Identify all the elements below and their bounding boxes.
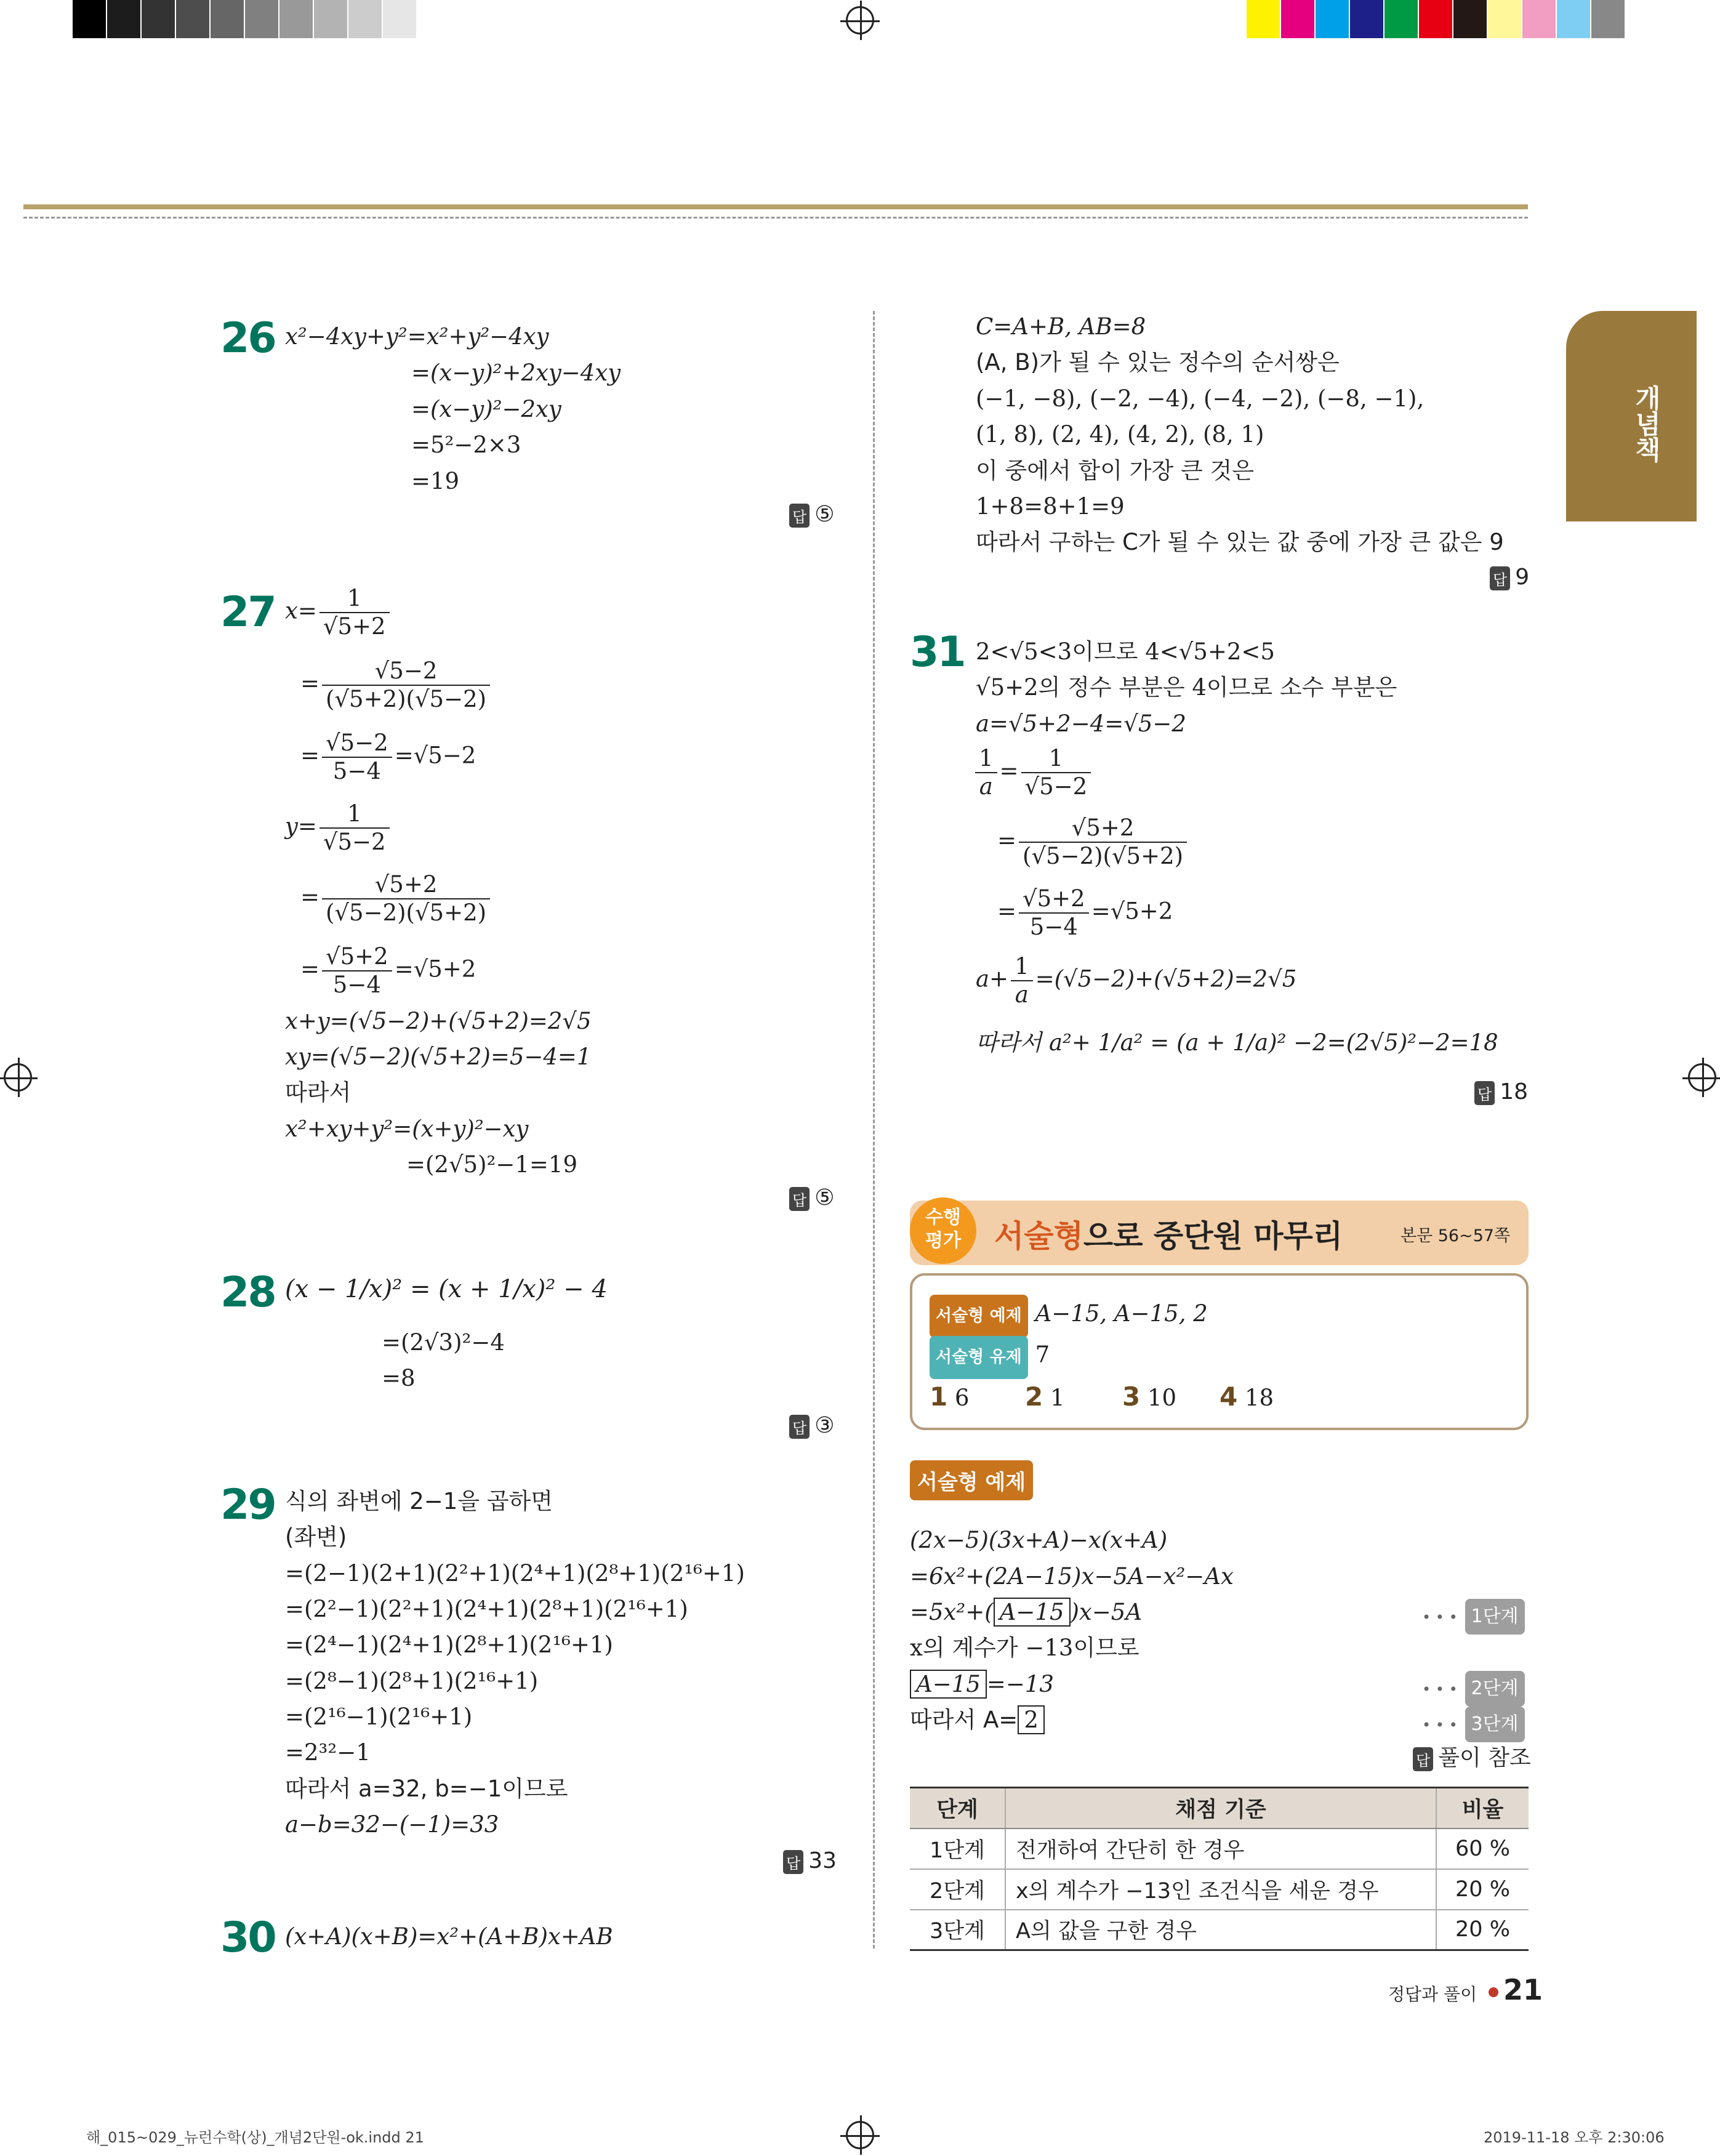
p26-answer (789, 502, 834, 528)
example-line: x의 계수가 −13이므로 (910, 1635, 1139, 1661)
table-header: 비율 (1436, 1788, 1529, 1828)
p30-line: (x+A)(x+B)=x²+(A+B)x+AB (285, 1923, 613, 1950)
color-swatch (1419, 0, 1453, 38)
example-line: =5x²+( A−15 )x−5A (910, 1599, 1143, 1625)
color-swatch (211, 0, 245, 38)
p30-line: (1, 8), (2, 4), (4, 2), (8, 1) (976, 421, 1264, 448)
side-tab (1566, 311, 1697, 521)
color-swatch (279, 0, 314, 38)
problem-27-number: 27 (220, 588, 275, 637)
color-swatch (176, 0, 211, 38)
answer-icon: 답 (1413, 1747, 1433, 1771)
p29-answer (783, 1848, 837, 1874)
p27-line: =(2√5)²−1=19 (406, 1151, 577, 1178)
answer-example-row: 서술형 예제 A−15, A−15, 2 (930, 1295, 1208, 1338)
example-answer (1413, 1740, 1531, 1772)
p29-line: =2³²−1 (285, 1739, 371, 1766)
p29-line: =(2²−1)(2²+1)(2⁴+1)(2⁸+1)(2¹⁶+1) (285, 1596, 688, 1622)
p26-line: =(x−y)²+2xy−4xy (411, 360, 621, 386)
table-header: 단계 (910, 1788, 1005, 1828)
color-swatch (73, 0, 107, 38)
color-swatch (314, 0, 348, 38)
answer-icon: 답 (1474, 1081, 1495, 1105)
answer-value: ⑤ (814, 502, 835, 527)
registration-mark-icon (846, 2121, 874, 2149)
p27-line: 따라서 (285, 1079, 352, 1106)
answer-items-row: 1 6 2 1 3 10 4 18 (930, 1382, 1274, 1412)
section-badge: 수행 평가 (910, 1197, 976, 1264)
p31-line: a=√5+2−4=√5−2 (976, 710, 1186, 737)
answer-icon: 답 (783, 1850, 803, 1874)
color-calibration-bar-right (1247, 0, 1626, 38)
p29-line: =(2¹⁶−1)(2¹⁶+1) (285, 1703, 473, 1730)
p27-line: xy=(√5−2)(√5+2)=5−4=1 (285, 1044, 592, 1070)
p31-step: = $\frac{√5+2}{(√5-2)(√5+2)}$ (997, 815, 1189, 870)
p27-step: = $\frac{√5+2}{(√5-2)(√5+2)}$ (300, 871, 492, 927)
registration-mark-icon (4, 1063, 32, 1092)
p30-line: 1+8=8+1=9 (976, 493, 1125, 520)
p30-line: (A, B)가 될 수 있는 정수의 순서쌍은 (976, 349, 1340, 376)
table-row: 1단계 전개하여 간단히 한 경우 60 % (910, 1828, 1529, 1869)
color-swatch (1247, 0, 1281, 38)
p29-line: =(2⁸−1)(2⁸+1)(2¹⁶+1) (285, 1668, 539, 1694)
section-page-ref: 본문 56~57쪽 (1401, 1226, 1511, 1245)
answer-value: ⑤ (814, 1185, 835, 1210)
p27-step: = $\frac{√5-2}{5-4}$ =√5−2 (300, 730, 476, 784)
problem-26-number: 26 (220, 314, 275, 363)
p29-line: =(2⁴−1)(2⁴+1)(2⁸+1)(2¹⁶+1) (285, 1631, 613, 1658)
footer-date: 2019-11-18 오후 2:30:06 (1484, 2129, 1665, 2146)
color-swatch (245, 0, 279, 38)
step-marker: • • • 1단계 (1422, 1597, 1525, 1635)
p26-line: =(x−y)²−2xy (411, 396, 561, 422)
registration-mark-icon (846, 6, 874, 34)
color-swatch (1384, 0, 1419, 38)
p30-line: (−1, −8), (−2, −4), (−4, −2), (−8, −1), (976, 385, 1425, 412)
p31-answer (1474, 1079, 1528, 1105)
example-line: 따라서 A= 2 (910, 1702, 1045, 1738)
example-line: (2x−5)(3x+A)−x(x+A) (910, 1527, 1168, 1553)
color-swatch (383, 0, 417, 38)
p27-step: = $\frac{√5+2}{5-4}$ =√5+2 (300, 943, 476, 998)
header-rule (23, 204, 1528, 209)
color-swatch (1316, 0, 1350, 38)
answer-value: 33 (808, 1848, 837, 1873)
p27-x-def: x= $\frac{1}{√5+2}$ (285, 585, 392, 640)
color-swatch (1350, 0, 1384, 38)
p28-line: (x − 1/x)² = (x + 1/x)² − 4 (285, 1275, 608, 1303)
page-number: 21 (1503, 1973, 1543, 2006)
table-header: 채점 기준 (1005, 1788, 1436, 1828)
color-swatch (142, 0, 176, 38)
p31-line: √5+2의 정수 부분은 4이므로 소수 부분은 (976, 674, 1397, 701)
answer-value: 18 (1500, 1079, 1528, 1104)
color-swatch (1488, 0, 1522, 38)
color-swatch (1281, 0, 1316, 38)
example-line: A−15 =−13 (910, 1667, 1054, 1702)
answer-value: ③ (814, 1413, 835, 1438)
header-dash-rule (23, 217, 1528, 219)
side-tab-label: 개념책 (1631, 385, 1662, 462)
problem-28-number: 28 (220, 1268, 275, 1317)
answer-icon: 답 (789, 1187, 810, 1211)
answer-icon: 답 (789, 504, 810, 528)
p26-line: =5²−2×3 (411, 432, 521, 458)
footer-file: 해_015~029_뉴런수학(상)_개념2단원-ok.indd 21 (86, 2129, 424, 2146)
p31-recip: $\frac{1}{a}$ = $\frac{1}{√5-2}$ (973, 745, 1093, 800)
p26-line: x²−4xy+y²=x²+y²−4xy (285, 323, 549, 350)
color-swatch (1522, 0, 1557, 38)
color-swatch (1453, 0, 1488, 38)
p27-line: x²+xy+y²=(x+y)²−xy (285, 1116, 529, 1142)
step-marker: • • • 3단계 (1422, 1705, 1525, 1743)
step-marker: • • • 2단계 (1422, 1669, 1525, 1707)
example-tag: 서술형 예제 (910, 1460, 1033, 1500)
p31-sum: a+ $\frac{1}{a}$ =(√5−2)+(√5+2)=2√5 (976, 953, 1297, 1008)
p30-line: 이 중에서 합이 가장 큰 것은 (976, 457, 1254, 484)
p30-answer (1490, 565, 1529, 590)
bullet-icon (1489, 1987, 1498, 1997)
p27-y-def: y= $\frac{1}{√5-2}$ (285, 800, 392, 856)
p28-answer (789, 1413, 834, 1439)
p27-line: x+y=(√5−2)+(√5+2)=2√5 (285, 1008, 592, 1034)
p30-line: C=A+B, AB=8 (976, 313, 1146, 340)
p27-step: = $\frac{√5-2}{(√5+2)(√5-2)}$ (300, 658, 492, 713)
p26-line: =19 (411, 468, 460, 494)
color-swatch (417, 0, 452, 38)
answer-value: 풀이 참조 (1438, 1745, 1531, 1771)
column-divider (873, 311, 875, 1949)
p31-line: 2<√5<3이므로 4<√5+2<5 (976, 638, 1275, 665)
p28-line: =8 (382, 1365, 416, 1391)
answer-similar-row: 서술형 유제 7 (930, 1336, 1050, 1379)
registration-mark-icon (1688, 1063, 1716, 1092)
color-swatch (107, 0, 142, 38)
answer-icon: 답 (1490, 566, 1510, 590)
table-row: 2단계 x의 계수가 −13인 조건식을 세운 경우 20 % (910, 1869, 1529, 1910)
p27-answer (789, 1185, 834, 1211)
color-calibration-bar (73, 0, 452, 38)
answer-icon: 답 (789, 1415, 810, 1439)
p29-line: 식의 좌변에 2−1을 곱하면 (285, 1488, 553, 1514)
problem-29-number: 29 (220, 1481, 275, 1529)
color-swatch (348, 0, 383, 38)
table-row: 3단계 A의 값을 구한 경우 20 % (910, 1910, 1529, 1950)
answer-value: 9 (1515, 565, 1530, 590)
p29-line: 따라서 a=32, b=−1이므로 (285, 1776, 568, 1802)
p29-line: =(2−1)(2+1)(2²+1)(2⁴+1)(2⁸+1)(2¹⁶+1) (285, 1560, 745, 1587)
footer-label: 정답과 풀이 (1388, 1984, 1477, 2005)
grading-table (910, 1787, 1529, 1951)
p28-line: =(2√3)²−4 (382, 1329, 505, 1356)
p31-step: = $\frac{√5+2}{5-4}$ =√5+2 (997, 885, 1173, 940)
p29-line: a−b=32−(−1)=33 (285, 1811, 499, 1838)
problem-30-number: 30 (220, 1913, 275, 1962)
color-swatch (1591, 0, 1626, 38)
section-title: 서술형으로 중단원 마무리 (994, 1218, 1343, 1254)
p29-line: (좌변) (285, 1524, 347, 1550)
p30-line: 따라서 구하는 C가 될 수 있는 값 중에 가장 큰 값은 9 (976, 529, 1504, 555)
example-line: =6x²+(2A−15)x−5A−x²−Ax (910, 1563, 1234, 1590)
p31-line: 따라서 a²+ 1/a² = (a + 1/a)² −2=(2√5)²−2=18 (976, 1029, 1498, 1056)
problem-31-number: 31 (910, 628, 965, 677)
color-swatch (1557, 0, 1591, 38)
